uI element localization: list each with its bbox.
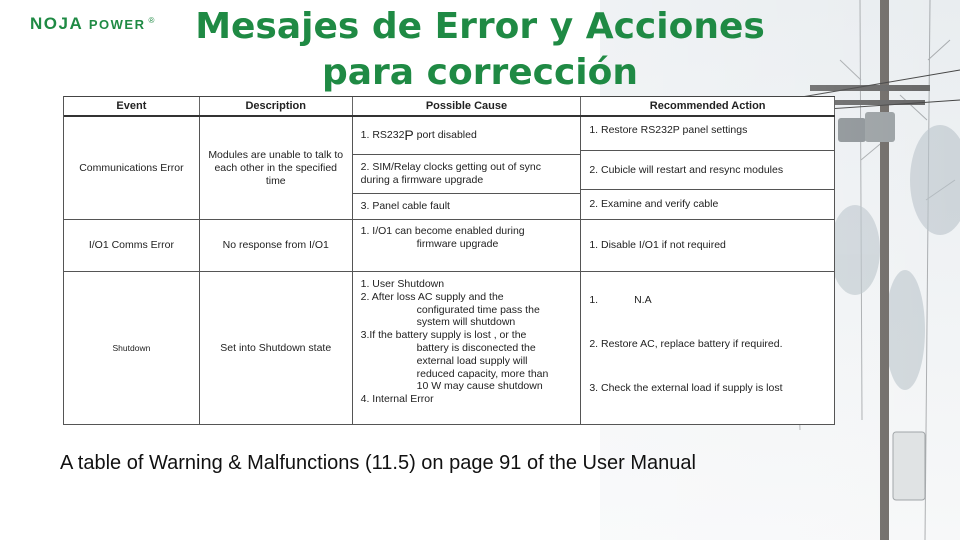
cause-cell	[353, 272, 582, 424]
header-recommended-action: Recommended Action	[581, 97, 835, 115]
action-item: 2. Cubicle will restart and resync modules	[581, 151, 834, 191]
action-item: 3. Check the external load if supply is lost	[589, 382, 783, 394]
cause-cell	[353, 117, 582, 219]
action-cell	[581, 272, 835, 424]
logo-text	[30, 14, 145, 34]
cause-line: 1. User Shutdown	[360, 278, 445, 290]
header-description: Description	[200, 97, 353, 115]
logo-brand: NOJA	[30, 14, 83, 33]
cause-text-continued: firmware upgrade	[416, 238, 499, 250]
cause-line: 4. Internal Error	[360, 393, 434, 406]
table-row-communications-error	[64, 117, 835, 220]
cause-item: 2. SIM/Relay clocks getting out of sync during a firmware upgrade	[353, 155, 581, 195]
description-cell: No response from I/O1	[200, 220, 353, 271]
action-cell: 1. Disable I/O1 if not required	[581, 220, 835, 271]
header-possible-cause: Possible Cause	[353, 97, 582, 115]
action-text: N.A	[634, 294, 652, 306]
header-event: Event	[64, 97, 200, 115]
cause-item: 3. Panel cable fault	[360, 200, 450, 213]
table-row-shutdown	[64, 272, 835, 425]
title-line-2: para corrección	[321, 52, 639, 93]
cause-cell	[353, 220, 582, 271]
cause-text: 1. I/O1 can become enabled during	[360, 225, 525, 237]
logo-brand-small: POWER	[88, 17, 146, 32]
noja-power-logo	[30, 14, 154, 34]
cause-line: battery is disconected the	[416, 341, 536, 354]
cause-line: 10 W may cause shutdown	[416, 380, 543, 393]
table-row-io1-comms-error	[64, 220, 835, 272]
action-item	[589, 294, 826, 338]
table-caption: A table of Warning & Malfunctions (11.5) on page 91 of the User Manual	[60, 452, 696, 474]
cause-line: 3.If the battery supply is lost , or the	[360, 329, 527, 342]
description-cell: Modules are unable to talk to each other in the specified time	[200, 117, 353, 219]
action-number: 1.	[589, 294, 599, 306]
cause-line: reduced capacity, more than	[416, 367, 549, 380]
action-cell	[581, 117, 835, 219]
title-line-1: Mesajes de Error y Acciones	[195, 6, 765, 47]
logo-registered-mark: ®	[148, 15, 155, 25]
cause-text-large-p: P	[404, 126, 414, 143]
cause-line: configurated time pass the	[416, 303, 540, 316]
action-item: 1. Restore RS232P panel settings	[581, 117, 834, 151]
error-actions-table	[63, 96, 835, 425]
cause-text-suffix: port disabled	[413, 128, 477, 141]
cause-item	[353, 117, 581, 155]
slide-title	[170, 4, 790, 96]
table-header-row	[64, 96, 835, 117]
event-cell: I/O1 Comms Error	[64, 220, 200, 271]
cause-line: 2. After loss AC supply and the	[360, 290, 504, 303]
action-item: 2. Restore AC, replace battery if required.	[589, 338, 783, 350]
description-cell: Set into Shutdown state	[200, 272, 353, 424]
event-cell: Communications Error	[64, 117, 200, 219]
event-cell: Shutdown	[64, 272, 200, 424]
cause-text: 1. RS232	[360, 128, 405, 141]
cause-line: system will shutdown	[416, 316, 516, 329]
cause-line: external load supply will	[416, 354, 528, 367]
action-item: 2. Examine and verify cable	[589, 198, 719, 211]
